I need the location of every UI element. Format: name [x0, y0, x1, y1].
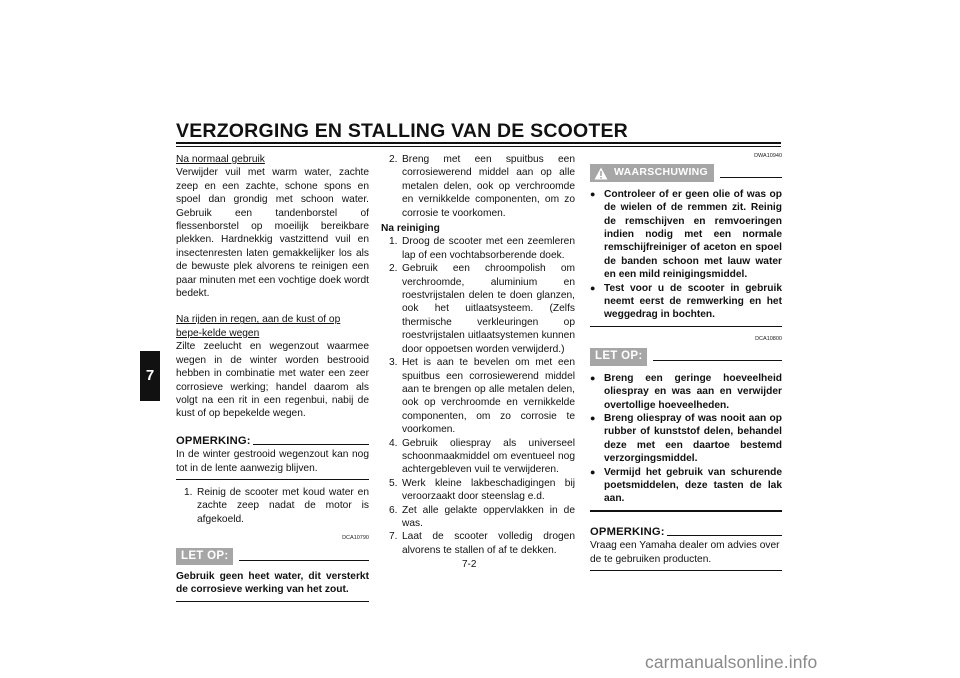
step-number: 4. [389, 437, 398, 449]
caution-end-rule [176, 601, 369, 602]
caution-code: DCA10790 [342, 535, 369, 542]
bullet-icon: ● [590, 412, 596, 423]
step-number: 1. [389, 236, 398, 248]
note-heading [176, 435, 369, 448]
caution-heading [590, 348, 782, 365]
note-end-rule [176, 479, 369, 480]
caution-heading-rule [653, 360, 782, 361]
caution-end-rule [590, 510, 782, 512]
note-end-rule [590, 570, 782, 571]
step-text: Reinig de scooter met koud water en zachte zeep nadat de motor is afgekoeld. [197, 486, 369, 525]
watermark: carmanualsonline.info [645, 652, 818, 672]
step-text: Zet alle gelakte oppervlakken in de was. [402, 504, 575, 529]
steps-list-left [176, 486, 369, 526]
caution-heading-rule [239, 560, 369, 561]
list-item [381, 437, 575, 477]
bullet-icon: ● [590, 466, 596, 477]
step-number: 6. [389, 504, 398, 516]
list-item [381, 235, 575, 262]
warning-end-rule [590, 326, 782, 327]
section-heading-normal-use: Na normaal gebruik [176, 154, 265, 165]
caution-label: LET OP: [176, 548, 233, 565]
step-number: 2. [389, 263, 398, 275]
warning-item-text: Test voor u de scooter in gebruik neemt eerst de remwerking en het weggedrag in bochten. [604, 282, 782, 321]
section-heading-rain: Na rijden in regen, aan de kust of op bepe-kelde wegen [176, 314, 341, 339]
list-item [381, 530, 575, 557]
caution-text: Gebruik geen heet water, dit versterkt de corrosieve werking van het zout. [176, 570, 369, 596]
step-number: 5. [389, 477, 398, 489]
after-cleaning-steps [381, 235, 575, 557]
paragraph-normal-use: Verwijder vuil met warm water, zachte zeep en een zachte, schone spons en spoel dan grondig met schoon water. Gebruik een tandenborstel of flessenborstel op moeilijk bereikbare plekken. Hardnekkig vastzittend vuil en insectenresten laten gemakkelijker los als de bewuste plek alvorens te reinigen een paar minuten met een vochtige doek wordt bedekt. [176, 167, 369, 300]
paragraph-rain: Zilte zeelucht en wegenzout waarmee wegen in de winter worden bestrooid hebben in combinatie met water een zeer corrosieve werking; handel daarom als volgt na een rit in een regenbui, nabij de kust of op bepekelde wegen. [176, 341, 369, 420]
step-text: Het is aan te bevelen om met een spuitbus een corrosiewerend middel aan te brengen op alle metalen delen, ook op verchroomde en vernikkelde componenten, om zo corrosie te voorkomen. [402, 357, 575, 436]
list-item [176, 486, 369, 526]
caution-item-text: Breng een geringe hoeveelheid oliespray en was aan en verwijder overtollige hoeveelheden. [604, 372, 782, 411]
note-label: OPMERKING: [590, 525, 665, 538]
section-heading-after-cleaning: Na reiniging [381, 223, 440, 235]
caution-heading [176, 548, 369, 565]
warning-heading-rule [720, 177, 782, 178]
bullet-icon: ● [590, 188, 596, 199]
caution-list [590, 372, 782, 506]
page-number: 7-2 [462, 559, 477, 570]
list-item [381, 477, 575, 504]
caution-item-text: Vermijd het gebruik van schurende poetsmiddelen, deze tasten de lak aan. [604, 466, 782, 505]
step-text: Werk kleine lakbeschadigingen bij veroorzaakt door steenslag e.d. [402, 477, 575, 503]
list-item [381, 262, 575, 356]
step-number: 3. [389, 357, 398, 369]
caution-code: DCA10800 [755, 335, 782, 342]
title-rule [176, 142, 781, 144]
steps-list-middle [381, 153, 575, 220]
column-middle [381, 150, 575, 557]
step-text: Droog de scooter met een zeemleren lap of een vochtabsorberende doek. [402, 236, 575, 261]
list-item [381, 356, 575, 436]
step-text: Laat de scooter volledig drogen alvorens te stallen of af te dekken. [402, 531, 575, 556]
page-title: VERZORGING EN STALLING VAN DE SCOOTER [176, 120, 628, 142]
note-heading [590, 526, 782, 539]
chapter-tab: 7 [140, 351, 160, 401]
list-item [590, 466, 782, 506]
title-rule-secondary [176, 146, 781, 147]
caution-label: LET OP: [590, 348, 647, 365]
warning-triangle-icon [594, 167, 608, 180]
step-text: Gebruik een chroompolish om verchroomde, aluminium en roestvrijstalen delen te doen glanzen, ook het uitlaatsysteem. (Zelfs thermische verkleuringen op roestvrijstalen uitlaatsystemen kunnen door oppoetsen worden verwijderd.) [402, 263, 575, 355]
step-text: Breng met een spuitbus een corrosiewerend middel aan op alle metalen delen, ook op verchroomde en vernikkelde componenten, om zo corrosie te voorkomen. [402, 154, 575, 219]
warning-label-box [590, 164, 714, 181]
note-heading-rule [253, 444, 369, 445]
note-label: OPMERKING: [176, 434, 251, 447]
step-number: 1. [184, 486, 193, 498]
note-heading-rule [667, 535, 782, 536]
note-text: In de winter gestrooid wegenzout kan nog tot in de lente aanwezig blijven. [176, 449, 369, 474]
column-left [176, 150, 369, 602]
caution-item-text: Breng oliespray of was nooit aan op rubber of kunststof delen, behandel deze met een daartoe bestemd verzorgingsmiddel. [604, 412, 782, 465]
step-number: 2. [389, 154, 398, 165]
list-item [381, 153, 575, 220]
warning-label: WAARSCHUWING [614, 166, 709, 179]
list-item [590, 412, 782, 466]
warning-code: DWA10940 [754, 153, 782, 159]
list-item [381, 504, 575, 531]
step-text: Gebruik oliespray als universeel schoonmaakmiddel om eventueel nog achtergebleven vuil te verwijderen. [402, 437, 575, 476]
warning-heading [590, 164, 782, 181]
column-right [590, 150, 782, 571]
step-number: 7. [389, 531, 398, 543]
bullet-icon: ● [590, 372, 596, 383]
list-item [590, 282, 782, 322]
note-text: Vraag een Yamaha dealer om advies over de te gebruiken producten. [590, 540, 780, 565]
list-item [590, 372, 782, 412]
warning-list [590, 188, 782, 322]
list-item [590, 188, 782, 282]
warning-item-text: Controleer of er geen olie of was op de wielen of de remmen zit. Reinig de remschijven en remvoeringen indien nodig met een normale remschijfreiniger of aceton en spoel de banden schoon met lauw water en een mild reinigingsmiddel. [604, 188, 782, 281]
bullet-icon: ● [590, 282, 596, 293]
